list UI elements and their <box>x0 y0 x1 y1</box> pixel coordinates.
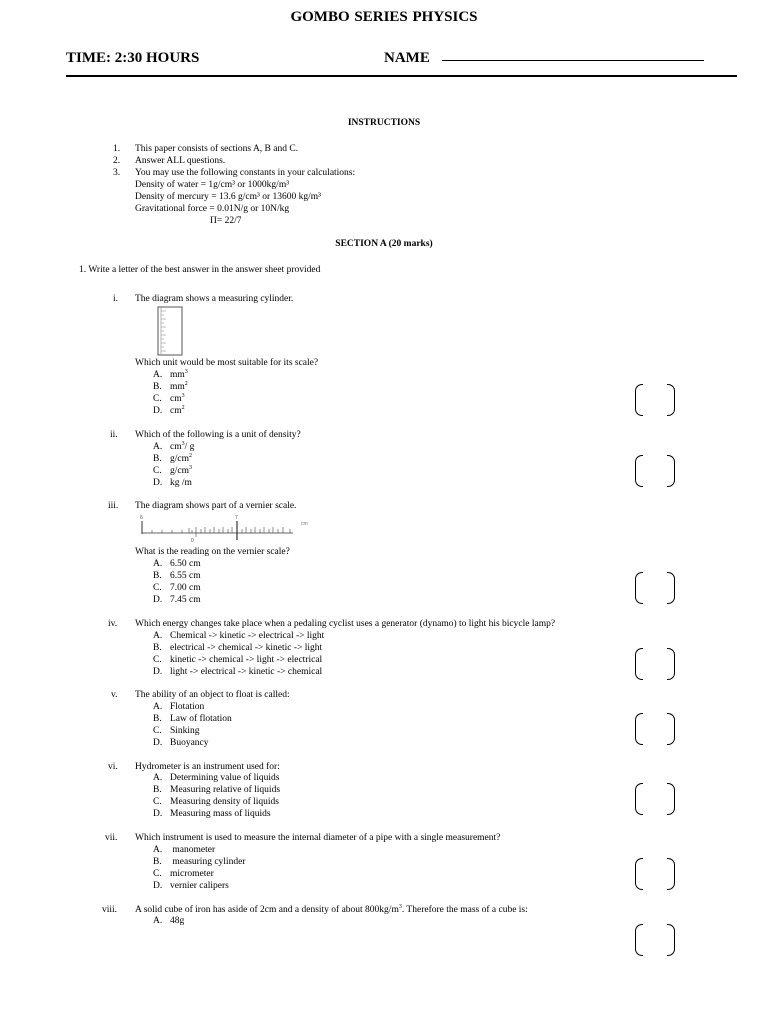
option-a[interactable] <box>153 369 188 381</box>
instruction-text: This paper consists of sections A, B and C. <box>135 144 299 154</box>
option-text: 6.50 cm <box>170 559 201 569</box>
option-text: 7.45 cm <box>170 595 201 605</box>
option-letter: B. <box>153 643 162 653</box>
option-text: electrical -> chemical -> kinetic -> light <box>170 643 323 653</box>
constant-water: Density of water = 1g/cm³ or 1000kg/m³ <box>135 180 290 190</box>
answer-box[interactable] <box>635 858 675 888</box>
option-b[interactable] <box>153 784 280 796</box>
option-text: Buoyancy <box>170 738 209 748</box>
option-letter: A. <box>153 370 163 380</box>
option-a[interactable] <box>153 844 215 856</box>
answer-box[interactable] <box>635 384 675 414</box>
option-letter: B. <box>153 382 162 392</box>
question-text: The diagram shows part of a vernier scale. <box>135 501 297 511</box>
option-letter: A. <box>153 559 163 569</box>
question-text: Which energy changes take place when a pedaling cyclist uses a generator (dynamo) to light his bicycle lamp? <box>135 619 556 629</box>
option-letter: B. <box>153 454 162 464</box>
vernier-label-0: 0 <box>191 538 194 544</box>
time-label: TIME: 2:30 HOURS <box>66 50 200 66</box>
answer-box[interactable] <box>635 783 675 813</box>
option-c[interactable] <box>153 393 185 405</box>
option-text: Flotation <box>170 702 205 712</box>
question-text: Which of the following is a unit of density? <box>135 430 301 440</box>
option-c[interactable] <box>153 725 200 737</box>
instruction-num: 2. <box>113 156 121 166</box>
option-text: $cm^3/$ g <box>170 441 195 452</box>
option-text: manometer <box>170 845 216 855</box>
option-letter: B. <box>153 857 162 867</box>
option-text: light -> electrical -> kinetic -> chemical <box>170 667 323 677</box>
option-letter: D. <box>153 667 163 677</box>
vernier-label-7: 7 <box>235 515 238 521</box>
option-b[interactable] <box>153 381 188 393</box>
option-a[interactable] <box>153 772 280 784</box>
option-a[interactable] <box>153 630 324 642</box>
question-text: The ability of an object to float is called: <box>135 690 290 700</box>
option-letter: C. <box>153 394 162 404</box>
option-text: 48g <box>170 916 185 926</box>
answer-box[interactable] <box>635 924 675 954</box>
option-text: $mm^3$ <box>170 369 188 380</box>
measuring-cylinder-diagram <box>155 305 187 357</box>
option-text: vernier calipers <box>170 881 229 891</box>
vernier-label-6: 6 <box>140 515 143 521</box>
option-letter: D. <box>153 595 163 605</box>
answer-box[interactable] <box>635 572 675 602</box>
instruction-num: 3. <box>113 168 121 178</box>
option-letter: C. <box>153 797 162 807</box>
option-text: Measuring mass of liquids <box>170 809 271 819</box>
option-text: micrometer <box>170 869 214 879</box>
option-letter: C. <box>153 726 162 736</box>
option-letter: A. <box>153 845 163 855</box>
option-d[interactable] <box>153 594 201 606</box>
option-text: kinetic -> chemical -> light -> electrical <box>170 655 323 665</box>
option-letter: A. <box>153 916 163 926</box>
vernier-scale-diagram <box>138 512 318 544</box>
option-a[interactable] <box>153 558 201 570</box>
option-d[interactable] <box>153 880 229 892</box>
option-a[interactable] <box>153 701 204 713</box>
option-letter: B. <box>153 785 162 795</box>
option-letter: A. <box>153 702 163 712</box>
option-letter: C. <box>153 655 162 665</box>
option-text: $cm^2$ <box>170 405 185 416</box>
instruction-num: 1. <box>113 144 121 154</box>
section-a-intro: 1. Write a letter of the best answer in the answer sheet provided <box>79 265 321 275</box>
option-text: Chemical -> kinetic -> electrical -> light <box>170 631 325 641</box>
instructions-title: INSTRUCTIONS <box>347 118 421 128</box>
option-a[interactable] <box>153 441 194 453</box>
option-letter: D. <box>153 406 163 416</box>
instruction-text: Answer ALL questions. <box>135 156 226 166</box>
question-number: iii. <box>108 501 119 511</box>
option-d[interactable] <box>153 477 192 489</box>
option-text: Sinking <box>170 726 200 736</box>
option-letter: A. <box>153 773 163 783</box>
option-text: kg /m <box>170 478 192 488</box>
section-a-title: SECTION A (20 marks) <box>335 239 433 249</box>
question-number: vii. <box>105 833 118 843</box>
option-text: Determining value of liquids <box>170 773 280 783</box>
option-text: $mm^2$ <box>170 381 188 392</box>
option-letter: D. <box>153 809 163 819</box>
option-d[interactable] <box>153 405 185 417</box>
option-text: Measuring relative of liquids <box>170 785 281 795</box>
question-text: Hydrometer is an instrument used for: <box>135 762 280 772</box>
option-text: $cm^3$ <box>170 393 185 404</box>
option-letter: B. <box>153 571 162 581</box>
option-letter: C. <box>153 466 162 476</box>
option-letter: B. <box>153 714 162 724</box>
answer-box[interactable] <box>635 648 675 678</box>
option-letter: A. <box>153 631 163 641</box>
constant-gravity: Gravitational force = 0.01N/g or 10N/kg <box>135 204 290 214</box>
question-subtext: What is the reading on the vernier scale? <box>135 547 290 557</box>
question-text: Which instrument is used to measure the internal diameter of a pipe with a single measurement? <box>135 833 501 843</box>
header-rule <box>66 75 737 77</box>
question-number: ii. <box>110 430 118 440</box>
option-b[interactable] <box>153 642 322 654</box>
option-letter: C. <box>153 869 162 879</box>
option-d[interactable] <box>153 666 322 678</box>
question-number: i. <box>113 294 119 304</box>
option-text: measuring cylinder <box>170 857 246 867</box>
option-c[interactable] <box>153 654 322 666</box>
answer-box[interactable] <box>635 455 675 485</box>
option-d[interactable] <box>153 737 209 749</box>
option-text: Measuring density of liquids <box>170 797 279 807</box>
question-number: viii. <box>102 905 118 915</box>
option-text: 6.55 cm <box>170 571 201 581</box>
question-number: v. <box>111 690 118 700</box>
paper-title: GOMBO SERIES PHYSICS <box>290 9 478 25</box>
option-text: $g/cm^2$ <box>170 453 192 464</box>
constant-mercury: Density of mercury = 13.6 g/cm³ or 13600 kg/m³ <box>135 192 321 202</box>
question-number: iv. <box>108 619 118 629</box>
option-c[interactable] <box>153 582 201 594</box>
name-line[interactable] <box>442 60 704 61</box>
option-b[interactable] <box>153 856 245 868</box>
name-label: NAME <box>384 50 430 66</box>
option-letter: C. <box>153 583 162 593</box>
option-b[interactable] <box>153 453 192 465</box>
constant-pi: Π= 22/7 <box>210 216 242 226</box>
option-letter: D. <box>153 881 163 891</box>
option-text: 7.00 cm <box>170 583 201 593</box>
option-c[interactable] <box>153 868 214 880</box>
question-number: vi. <box>108 762 118 772</box>
option-a[interactable] <box>153 915 184 927</box>
instruction-text: You may use the following constants in your calculations: <box>135 168 356 178</box>
option-letter: A. <box>153 442 163 452</box>
option-c[interactable] <box>153 796 279 808</box>
option-letter: D. <box>153 738 163 748</box>
option-b[interactable] <box>153 570 201 582</box>
option-d[interactable] <box>153 808 271 820</box>
vernier-unit: cm <box>301 521 308 527</box>
option-text: Law of flotation <box>170 714 232 724</box>
option-text: $g/cm^3$ <box>170 465 192 476</box>
option-b[interactable] <box>153 713 232 725</box>
question-text: The diagram shows a measuring cylinder. <box>135 294 294 304</box>
question-text: A solid cube of iron has aside of 2cm and a density of about $800kg/m^3$. Therefore the mass of a cube is: <box>135 904 528 915</box>
option-letter: D. <box>153 478 163 488</box>
question-subtext: Which unit would be most suitable for its scale? <box>135 358 319 368</box>
answer-box[interactable] <box>635 713 675 743</box>
option-c[interactable] <box>153 465 192 477</box>
